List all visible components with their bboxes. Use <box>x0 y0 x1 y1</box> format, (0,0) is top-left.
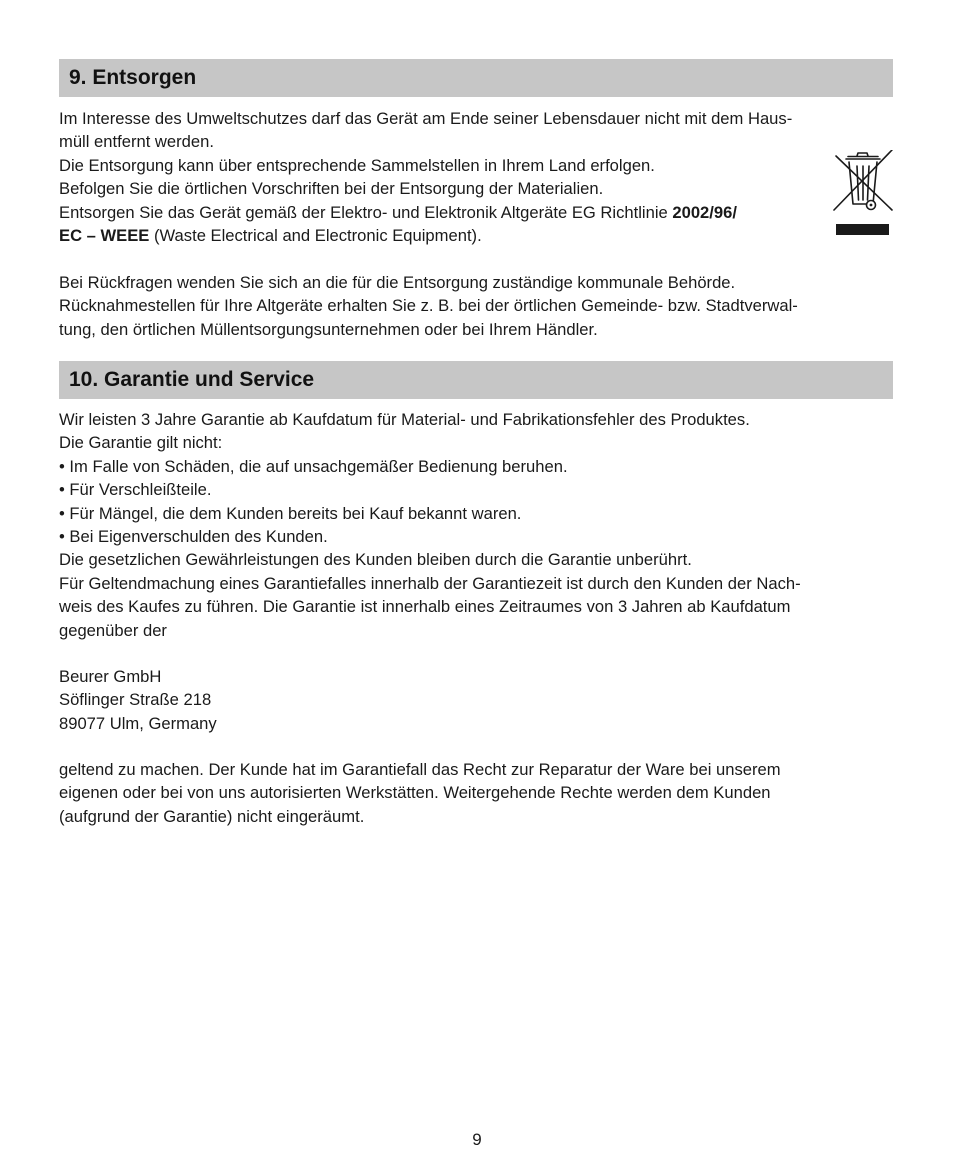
text-line: Rücknahmestellen für Ihre Altgeräte erhalten Sie z. B. bei der örtlichen Gemeinde- bzw. Stadtverwal- <box>59 296 798 316</box>
text-line: Wir leisten 3 Jahre Garantie ab Kaufdatum für Material- und Fabrikationsfehler des Produktes. <box>59 410 750 429</box>
section-9-paragraph-1 <box>59 107 895 247</box>
section-9-heading: 9. Entsorgen <box>59 59 893 97</box>
text-line: tung, den örtlichen Müllentsorgungsunternehmen oder bei Ihrem Händler. <box>59 319 598 339</box>
text-line: weis des Kaufes zu führen. Die Garantie ist innerhalb eines Zeitraumes von 3 Jahren ab Kaufdatum <box>59 597 791 617</box>
text-segment: (Waste Electrical and Electronic Equipment). <box>149 226 482 246</box>
text-line: Für Geltendmachung eines Garantiefalles innerhalb der Garantiezeit ist durch den Kunden der Nach- <box>59 573 801 593</box>
list-item: • Im Falle von Schäden, die auf unsachgemäßer Bedienung beruhen. <box>59 456 568 476</box>
text-line: Befolgen Sie die örtlichen Vorschriften bei der Entsorgung der Materialien. <box>59 179 604 199</box>
directive-name: EC – WEEE <box>59 226 150 246</box>
section-9-paragraph-2 <box>59 271 895 341</box>
text-line: müll entfernt werden. <box>59 132 214 152</box>
page-number: 9 <box>472 1130 482 1149</box>
text-line <box>59 201 895 224</box>
list-item: • Für Verschleißteile. <box>59 480 212 500</box>
text-line: Bei Rückfragen wenden Sie sich an die für die Entsorgung zuständige kommunale Behörde. <box>59 273 736 292</box>
text-line: (aufgrund der Garantie) nicht eingeräumt. <box>59 806 365 826</box>
list-item: • Bei Eigenverschulden des Kunden. <box>59 527 328 547</box>
text-line: Die Garantie gilt nicht: <box>59 433 223 453</box>
section-10-heading: 10. Garantie und Service <box>59 361 893 399</box>
company-name: Beurer GmbH <box>59 667 162 686</box>
text-line: Im Interesse des Umweltschutzes darf das Gerät am Ende seiner Lebensdauer nicht mit dem Haus- <box>59 109 793 128</box>
text-line: geltend zu machen. Der Kunde hat im Garantiefall das Recht zur Reparatur der Ware bei unserem <box>59 760 781 779</box>
crossed-out-wheelie-bin-icon <box>830 150 896 236</box>
street-address: Söflinger Straße 218 <box>59 690 212 710</box>
text-line: eigenen oder bei von uns autorisierten Werkstätten. Weitergehende Rechte werden dem Kunden <box>59 783 771 803</box>
text-line: gegenüber der <box>59 620 167 640</box>
text-line: Die Entsorgung kann über entsprechende Sammelstellen in Ihrem Land erfolgen. <box>59 155 655 175</box>
manufacturer-address <box>59 665 895 735</box>
text-line: Die gesetzlichen Gewährleistungen des Kunden bleiben durch die Garantie unberührt. <box>59 550 692 570</box>
city-address: 89077 Ulm, Germany <box>59 713 217 733</box>
directive-number: 2002/96/ <box>672 202 737 222</box>
text-segment: Entsorgen Sie das Gerät gemäß der Elektro- und Elektronik Altgeräte EG Richtlinie <box>59 202 673 222</box>
section-10-paragraph-1 <box>59 408 895 642</box>
list-item: • Für Mängel, die dem Kunden bereits bei Kauf bekannt waren. <box>59 503 522 523</box>
section-10-paragraph-3 <box>59 758 895 828</box>
text-line <box>59 224 895 247</box>
